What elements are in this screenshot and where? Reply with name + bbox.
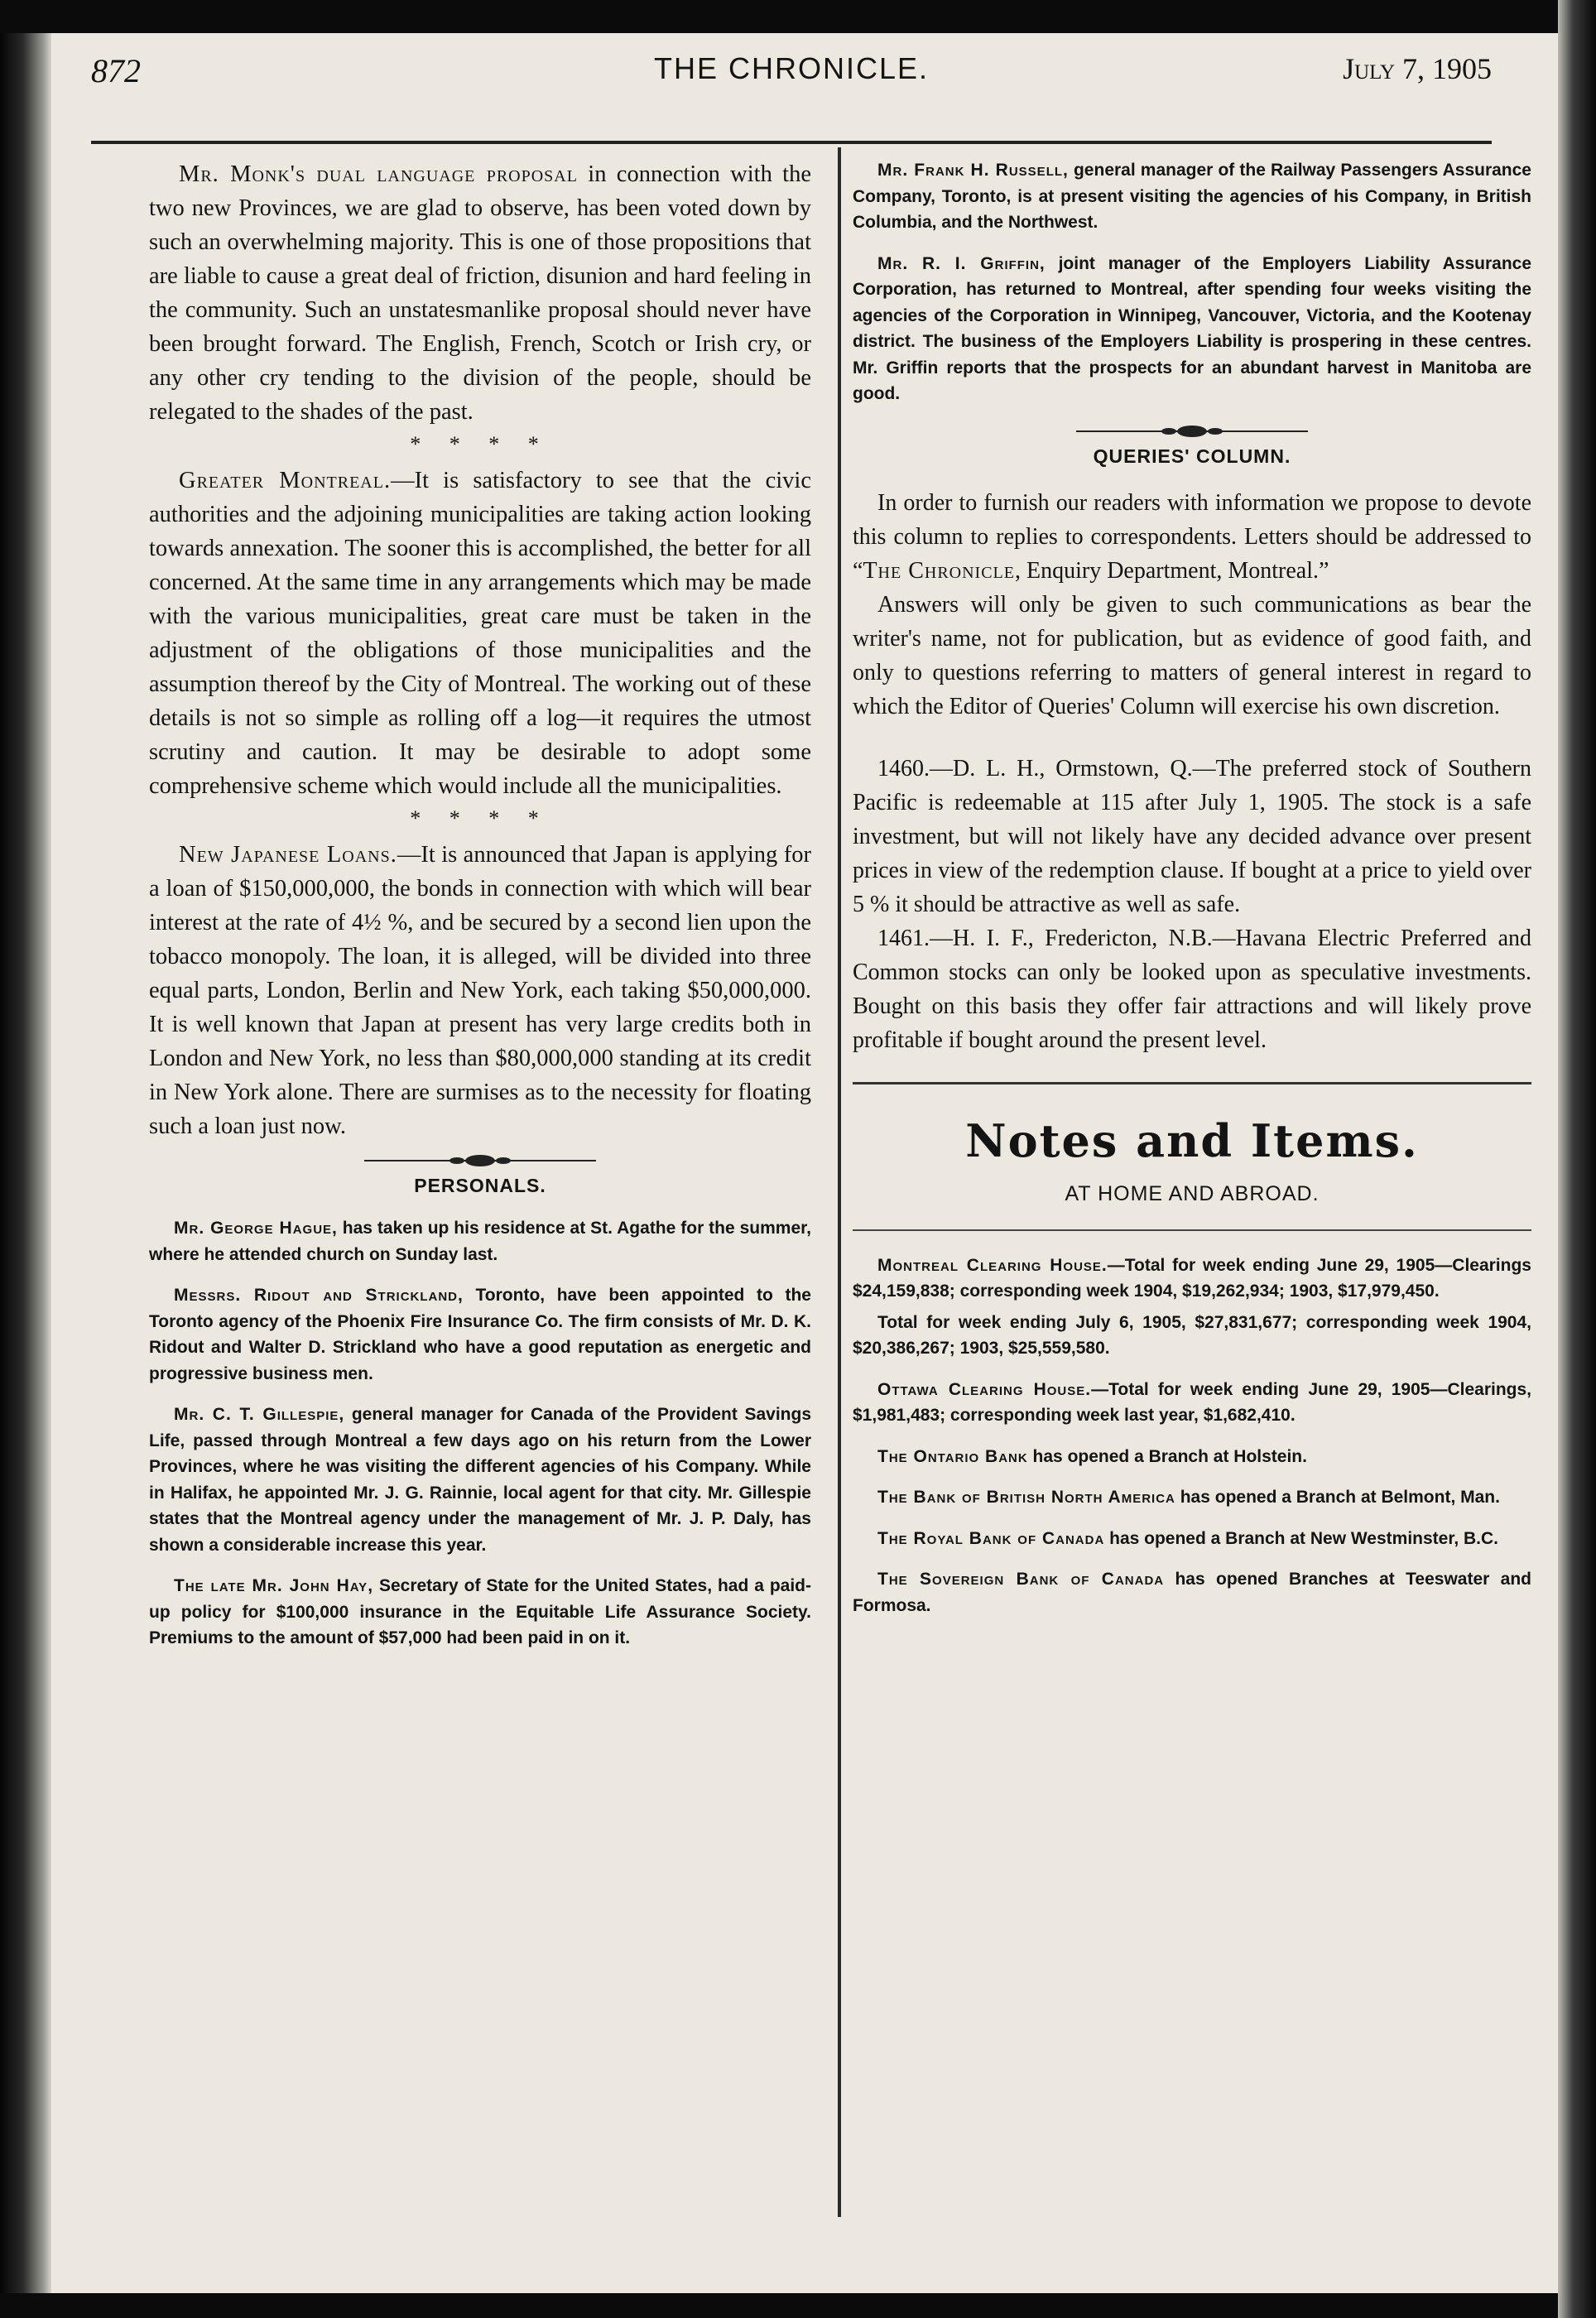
notes-title: Notes and Items. [965,1113,1419,1167]
article-lead: New Japanese Loans. [179,842,397,868]
page-header [91,51,1492,101]
binding-edge [0,33,51,2293]
queries-intro: In order to furnish our readers with information we propose to devote this column to replies to correspondents. Letters should be addressed to “The Chronicle, Enquiry Department, Montreal.” [853,489,1531,584]
query-answer-1460: 1460.—D. L. H., Ormstown, Q.—The preferred stock of Southern Pacific is redeemable at 115 after July 1, 1905. The stock is a safe investment, but will not likely have any decided advance over present prices in view of the redemption clause. If bought at a price to yield over 5 % it should be attractive as well as safe. [853,755,1531,917]
article-lead: Mr. Monk's dual language proposal [179,161,578,187]
note-item: The Ontario Bank has opened a Branch at Holstein. [877,1446,1307,1466]
notes-subtitle: AT HOME AND ABROAD. [1065,1181,1320,1205]
note-item: Total for week ending July 6, 1905, $27,831,677; corresponding week 1904, $20,386,267; 1903, $25,559,580. [853,1312,1531,1358]
personal-item: Mr. George Hague, has taken up his residence at St. Agathe for the summer, where he attended church on Sunday last. [149,1219,811,1264]
note-item: The Royal Bank of Canada has opened a Branch at New Westminster, B.C. [877,1528,1499,1548]
page-number: 872 [91,52,141,89]
queries-terms: Answers will only be given to such communications as bear the writer's name, not for publication, but as evidence of good faith, and only to questions referring to matters of general interest in regard to which the Editor of Queries' Column will exercise his own discretion. [853,591,1531,719]
personal-item: Mr. R. I. Griffin, joint manager of the Employers Liability Assurance Corporation, has returned to Montreal, after spending four weeks visiting the agencies of the Corporation in Winnipeg, Vancouver, Victoria, and the Kootenay district. The business of the Employers Liability is prospering in these centres. Mr. Griffin reports that the prospects for an abundant harvest in Manitoba are good. [853,253,1532,403]
right-column [853,157,1531,1633]
article-text: —It is satisfactory to see that the civic authorities and the adjoining municipalities are taking action looking towards annexation. The sooner this is accomplished, the better for all concerned. At the same time in any arrangements which may be made with the various municipalities, great care must be taken in the adjustment of the obligations of those municipalities and the assumption thereof by the City of Montreal. The working out of these details is not so simple as rolling off a log—it requires the utmost scrutiny and caution. It may be desirable to adopt some comprehensive scheme which would include all the municipalities. [149,468,811,799]
personal-item: Mr. C. T. Gillespie, general manager for Canada of the Provident Savings Life, passed through Montreal a few days ago on his return from the Lower Provinces, where he was visiting the different agencies of his Company. While in Halifax, he appointed Mr. J. G. Rainnie, local agent for that city. Mr. Gillespie states that the Montreal agency under the management of Mr. J. P. Daly, has shown a considerable increase this year. [149,1405,811,1555]
notes-rule [853,1229,1531,1231]
section-separator: * * * * [410,806,550,830]
personals-heading: PERSONALS. [414,1175,546,1196]
queries-heading: QUERIES' COLUMN. [1093,445,1291,467]
query-answer-1461: 1461.—H. I. F., Fredericton, N.B.—Havana Electric Preferred and Common stocks can only be looked upon as speculative investments. Bought on this basis they offer fair attractions and will likely prove profitable if bought around the present level. [853,925,1531,1053]
personal-item: Mr. Frank H. Russell, general manager of the Railway Passengers Assurance Company, Toronto, is at present visiting the agencies of his Company, in British Columbia, and the Northwest. [853,161,1531,232]
section-separator: * * * * [410,432,550,456]
note-item: Ottawa Clearing House.—Total for week ending June 29, 1905—Clearings, $1,981,483; corresponding week last year, $1,682,410. [853,1379,1531,1425]
article-text: —It is announced that Japan is applying for a loan of $150,000,000, the bonds in connection with which will bear interest at the rate of 4½ %, and be secured by a second lien upon the tobacco monopoly. The loan, it is alleged, will be divided into three equal parts, London, Berlin and New York, each taking $50,000,000. It is well known that Japan at present has very large credits both in London and New York, no less than $80,000,000 standing at its credit in New York alone. There are surmises as to the necessity for floating such a loan just now. [149,842,811,1139]
column-rule [838,147,841,2217]
article-text: in connection with the two new Provinces, we are glad to observe, has been voted down by such an overwhelming majority. This is one of those propositions that are liable to cause a great deal of friction, disunion and hard feeling in the community. Such an unstatesmanlike proposal should never have been brought forward. The English, French, Scotch or Irish cry, or any other cry tending to the division of the people, should be relegated to the shades of the past. [149,161,811,425]
left-column [149,157,811,1666]
note-item: The Bank of British North America has opened a Branch at Belmont, Man. [877,1488,1500,1507]
note-item: Montreal Clearing House.—Total for week ending June 29, 1905—Clearings $24,159,838; corresponding week 1904, $19,262,934; 1903, $17,979,450. [853,1255,1531,1301]
article-monk-proposal [149,157,811,429]
issue-date: July 7, 1905 [1343,52,1492,85]
header-rule [91,141,1492,144]
article-lead: Greater Montreal. [179,468,392,493]
journal-title: THE CHRONICLE. [653,51,930,85]
personal-item: The late Mr. John Hay, Secretary of State for the United States, had a paid-up policy for $100,000 insurance in the Equitable Life Assurance Society. Premiums to the amount of $57,000 had been paid in on it. [149,1576,811,1647]
note-item: The Sovereign Bank of Canada has opened Branches at Teeswater and Formosa. [853,1570,1531,1615]
page-edge-shadow [1558,0,1596,2318]
personal-item: Messrs. Ridout and Strickland, Toronto, have been appointed to the Toronto agency of the Phoenix Fire Insurance Co. The firm consists of Mr. D. K. Ridout and Walter D. Strickland who have a good reputation as energetic and progressive business men. [149,1286,811,1383]
ornament-rule-icon [1076,422,1308,440]
section-rule [853,1082,1531,1084]
article-japanese-loans [149,838,811,1143]
article-greater-montreal [149,464,811,803]
ornament-rule-icon [364,1152,596,1170]
